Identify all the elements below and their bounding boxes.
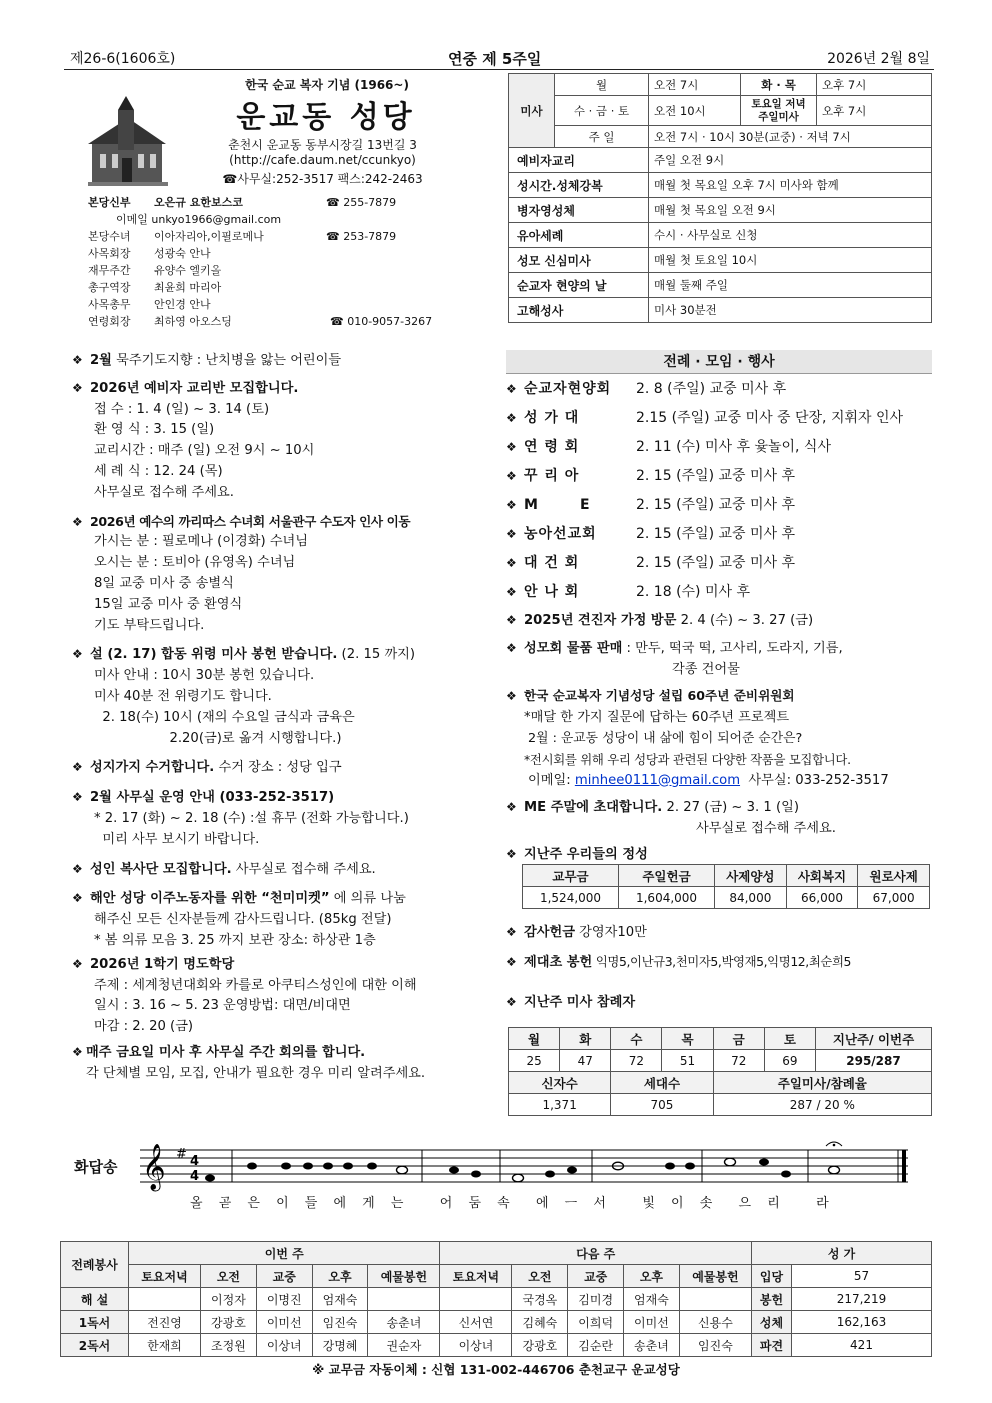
table-cell: 김순란 (568, 1334, 624, 1357)
announcement-title: 성지가지 수거합니다. (90, 760, 215, 776)
announcement-line: 미리 사무 보시기 바랍니다. (94, 831, 260, 847)
announcement-line: 주제 : 세계청년대회와 카를로 아쿠티스성인에 대한 이해 (94, 977, 417, 993)
table-cell: 임진숙 (679, 1334, 751, 1357)
announcement-title: 감사헌금 (524, 925, 575, 940)
table-header: 사회복지 (786, 865, 858, 887)
diamond-bullet-icon: ❖ (72, 514, 83, 529)
table-cell: 강광호 (512, 1334, 568, 1357)
parish-address: 춘천시 운교동 동부시장길 13번길 3 (228, 138, 417, 152)
staff-tel: ☎ 253-7879 (326, 230, 397, 243)
announcement-detail: 익명5,이난규3,천미자5,박영재5,익명12,최순희5 (592, 953, 852, 969)
diamond-bullet-icon: ❖ (506, 440, 517, 454)
choir-number: 57 (792, 1265, 932, 1288)
section-title: 지난주 우리들의 정성 (524, 846, 648, 862)
svg-text:#: # (176, 1147, 187, 1162)
announcement-title: 2월 (90, 353, 112, 368)
staff-row (88, 228, 458, 245)
diamond-bullet-icon: ❖ (72, 891, 83, 906)
table-header: 세대수 (611, 1072, 713, 1094)
psalm-lyrics: 올 곧 은 이 들 에 게 는 어 둠 속 에 ㅡ 서 빛 이 솟 으 리 라 (190, 1196, 835, 1211)
this-week-header: 이번 주 (129, 1242, 440, 1265)
table-cell: 47 (560, 1050, 611, 1072)
announcement-title: 제대초 봉헌 (524, 954, 593, 970)
announcement-title: 성인 복사단 모집합니다. (90, 861, 232, 877)
schedule-value: 매월 첫 토요일 10시 (649, 248, 932, 273)
announcement (72, 757, 492, 779)
announcement-line: 환 영 식 : 3. 15 (일) (94, 422, 215, 438)
announcement-line: 해주신 모든 신자분들께 감사드립니다. (85kg 전달) (94, 912, 392, 928)
schedule-label: 성모 신심미사 (509, 248, 649, 273)
donations (506, 922, 946, 1013)
mass-day: 수 · 금 · 토 (555, 96, 649, 126)
diamond-bullet-icon: ❖ (506, 925, 517, 939)
table-cell: 신용수 (679, 1311, 751, 1334)
staff-row (88, 194, 458, 211)
announcement-line: * 2. 17 (화) ~ 2. 18 (수) :설 휴무 (전화 가능합니다.) (94, 810, 409, 826)
table-cell: 강광호 (201, 1311, 257, 1334)
diamond-bullet-icon: ❖ (506, 994, 517, 1009)
announcement-detail: 2. 27 (금) ~ 3. 1 (일) (662, 800, 800, 816)
staff-row (88, 296, 458, 313)
staff-row (88, 211, 458, 228)
event-group: M E (524, 497, 591, 513)
staff-role: 사목총무 (88, 298, 131, 311)
event-row (506, 523, 946, 552)
announcement-title: ME 주말에 초대합니다. (524, 800, 663, 816)
mass-day: 월 (555, 74, 649, 96)
diamond-bullet-icon: ❖ (72, 1044, 83, 1059)
event-detail: 2. 15 (주일) 교중 미사 후 (636, 468, 796, 484)
table-cell: 66,000 (786, 887, 858, 909)
announcement-line: 미사 안내 : 10시 30분 봉헌 있습니다. (94, 668, 315, 684)
liturgy-roster-table (60, 1241, 932, 1357)
announcement-detail: : 만두, 떡국 떡, 고사리, 도라지, 기름, (622, 640, 843, 656)
table-cell: 72 (713, 1050, 764, 1072)
roster-col: 오전 (201, 1265, 257, 1288)
diamond-bullet-icon: ❖ (72, 956, 83, 971)
announcement-title: 한국 순교복자 기념성당 설립 60주년 준비위원회 (524, 688, 795, 704)
event-detail: 2. 15 (주일) 교중 미사 후 (636, 555, 796, 571)
schedule-label: 병자영성체 (509, 198, 649, 223)
event-row (506, 465, 946, 494)
role-label: 해 설 (61, 1288, 129, 1311)
event-group: 순교자현양회 (524, 381, 612, 397)
parish-phone: ☎사무실:252-3517 팩스:242-2463 (222, 172, 423, 186)
event-row (506, 378, 946, 407)
event-detail: 2. 15 (주일) 교중 미사 후 (636, 526, 796, 542)
mass-time: 오후 7시 (817, 74, 932, 96)
footer-auto-transfer: ※ 교무금 자동이체 : 신협 131-002-446706 춘천교구 운교성당 (312, 1362, 680, 1377)
schedule-label: 순교자 현양의 날 (509, 273, 649, 298)
diamond-bullet-icon: ❖ (72, 760, 83, 775)
email-link[interactable]: minhee0111@gmail.com (574, 772, 741, 788)
staff-tel: ☎ 010-9057-3267 (330, 315, 433, 328)
table-cell: 이상녀 (256, 1334, 312, 1357)
choir-part: 파견 (752, 1334, 792, 1357)
table-cell: 김혜숙 (512, 1311, 568, 1334)
role-label: 2독서 (61, 1334, 129, 1357)
table-cell: 국경옥 (512, 1288, 568, 1311)
table-cell: 이정자 (201, 1288, 257, 1311)
table-cell: 강명혜 (312, 1334, 368, 1357)
psalm-label: 화답송 (74, 1158, 118, 1176)
announcement (506, 686, 936, 708)
table-cell: 287 / 20 % (713, 1094, 931, 1116)
announcement-title: 2026년 예수의 까리따스 수녀회 서울관구 수도자 인사 이동 (90, 513, 411, 529)
announcement-line: 마감 : 2. 20 (금) (94, 1019, 194, 1035)
roster-col: 오후 (624, 1265, 680, 1288)
diamond-bullet-icon: ❖ (72, 647, 83, 662)
table-header: 토 (764, 1028, 815, 1050)
diamond-bullet-icon: ❖ (506, 846, 517, 861)
diamond-bullet-icon: ❖ (72, 353, 83, 367)
staff-row (88, 279, 458, 296)
staff-name: 오은규 요한보스코 (154, 196, 243, 209)
mass-day: 화 · 목 (741, 74, 817, 96)
events-section-title: 전례 · 모임 · 행사 (506, 350, 932, 374)
announcement-line: 15일 교중 미사 중 환영식 (94, 596, 243, 612)
diamond-bullet-icon: ❖ (506, 640, 517, 655)
diamond-bullet-icon: ❖ (506, 411, 517, 425)
event-detail: 2. 11 (수) 미사 후 윷놀이, 식사 (636, 439, 831, 455)
announcement-line: *매달 한 가지 질문에 답하는 60주년 프로젝트 (524, 710, 790, 726)
table-cell: 25 (509, 1050, 560, 1072)
parish-website[interactable]: (http://cafe.daum.net/ccunkyo) (229, 153, 416, 167)
staff-name: 성광숙 안나 (154, 247, 211, 260)
role-label: 1독서 (61, 1311, 129, 1334)
staff-role: 사목회장 (88, 247, 131, 260)
announcement-title: 설 (2. 17) 합동 위령 미사 봉헌 받습니다. (90, 647, 338, 663)
event-detail: 2.15 (주일) 교중 미사 중 단장, 지휘자 인사 (636, 410, 904, 426)
table-cell: 이희덕 (568, 1311, 624, 1334)
mass-label: 미사 (509, 74, 555, 148)
schedule-label: 고해성사 (509, 298, 649, 323)
announcement (72, 787, 492, 850)
mass-time: 오전 10시 (649, 96, 741, 126)
table-header: 교무금 (523, 865, 619, 887)
announcement-line: 2.20(금)로 옮겨 시행합니다.) (94, 730, 342, 746)
liturgical-week: 연중 제 5주일 (448, 50, 542, 68)
announcement (506, 922, 946, 944)
announcement-title: 성모회 물품 판매 (524, 640, 623, 656)
announcement-detail: 강영자10만 (574, 925, 647, 940)
roster-col: 예물봉헌 (679, 1265, 751, 1288)
announcement-detail: 2. 4 (수) ~ 3. 27 (금) (676, 613, 814, 628)
announcement-line: 2. 18(수) 10시 (재의 수요일 금식과 금육은 (94, 709, 355, 725)
schedule-value: 미사 30분전 (649, 298, 932, 323)
svg-text:4: 4 (190, 1154, 200, 1169)
choir-number: 162,163 (792, 1311, 932, 1334)
diamond-bullet-icon: ❖ (506, 469, 517, 483)
announcement-line: *전시회를 위해 우리 성당과 관련된 다양한 작품을 모집합니다. (524, 751, 851, 767)
announcement-title: 2025년 견진자 가정 방문 (524, 613, 677, 628)
table-cell: 엄재숙 (312, 1288, 368, 1311)
event-group: 연 령 회 (524, 439, 580, 455)
announcement-title: 2026년 1학기 명도학당 (90, 956, 235, 972)
mass-time: 오전 7시 (649, 74, 741, 96)
email-label: 이메일: (528, 772, 575, 788)
announcement-line: 일시 : 3. 16 ~ 5. 23 운영방법: 대면/비대면 (94, 998, 351, 1014)
choir-part: 입당 (752, 1265, 792, 1288)
staff-name: 최윤희 마리아 (154, 281, 222, 294)
diamond-bullet-icon: ❖ (506, 689, 517, 704)
roster-col: 오전 (512, 1265, 568, 1288)
table-header: 목 (662, 1028, 713, 1050)
table-cell: 임진숙 (312, 1311, 368, 1334)
table-cell: 72 (611, 1050, 662, 1072)
announcement (72, 1042, 492, 1085)
table-row (61, 1288, 932, 1311)
announcement-title: 해안 성당 이주노동자를 위한 “천미미켓” (90, 891, 330, 907)
diamond-bullet-icon: ❖ (506, 800, 517, 815)
announcement (72, 350, 492, 372)
table-cell: 69 (764, 1050, 815, 1072)
mass-day: 토요일 저녁 주일미사 (741, 96, 817, 126)
schedule-value: 매월 첫 목요일 오후 7시 미사와 함께 (649, 173, 932, 198)
mass-time: 오전 7시 · 10시 30분(교중) · 저녁 7시 (649, 126, 932, 148)
diamond-bullet-icon: ❖ (72, 380, 83, 395)
staff-row (88, 245, 458, 262)
schedule-value: 매월 둘째 주일 (649, 273, 932, 298)
event-group: 농아선교회 (524, 526, 597, 542)
parish-name: 운교동 성당 (236, 100, 416, 135)
announcement-line: 가시는 분 : 필로메나 (이경화) 수녀님 (94, 534, 309, 550)
table-header: 월 (509, 1028, 560, 1050)
staff-name: 최하영 아오스딩 (154, 315, 232, 328)
diamond-bullet-icon: ❖ (506, 527, 517, 541)
table-header: 주일미사/참례율 (713, 1072, 931, 1094)
offering-title (506, 844, 936, 866)
announcement (72, 512, 492, 637)
staff-list (88, 194, 458, 330)
diamond-bullet-icon: ❖ (72, 861, 83, 876)
table-header: 화 (560, 1028, 611, 1050)
schedule-value: 주일 오전 9시 (649, 148, 932, 173)
section-title: 지난주 미사 참례자 (524, 994, 636, 1010)
announcement (72, 888, 492, 951)
issue-number: 제26-6(1606호) (70, 51, 176, 67)
announcement (72, 859, 492, 881)
announcement-line: 오시는 분 : 토비아 (유영옥) 수녀님 (94, 555, 296, 571)
staff-role: 본당수녀 (88, 230, 131, 243)
table-cell: 705 (611, 1094, 713, 1116)
mass-schedule-table (508, 73, 932, 323)
event-detail: 2. 8 (주일) 교중 미사 후 (636, 381, 787, 397)
staff-role: 총구역장 (88, 281, 131, 294)
announcement-line: 8일 교중 미사 중 송별식 (94, 575, 234, 591)
announcements-left (72, 350, 492, 1085)
table-cell: 권순자 (368, 1334, 440, 1357)
table-cell: 송춘녀 (624, 1334, 680, 1357)
announcement-detail: 사무실로 접수해 주세요. (231, 861, 376, 877)
announcement-line: 접 수 : 1. 4 (일) ~ 3. 14 (토) (94, 401, 270, 417)
table-cell: 신서연 (440, 1311, 512, 1334)
mass-time: 오후 7시 (817, 96, 932, 126)
table-cell: 이명진 (256, 1288, 312, 1311)
diamond-bullet-icon: ❖ (506, 382, 517, 396)
announcement (506, 797, 936, 819)
announcement-detail: (2. 15 까지) (337, 647, 416, 663)
event-row (506, 494, 946, 523)
announcement-line: 2월 : 운교동 성당이 내 삶에 힘이 되어준 순간은? (528, 730, 803, 746)
schedule-label: 예비자교리 (509, 148, 649, 173)
diamond-bullet-icon: ❖ (506, 954, 517, 969)
announcement-line: * 봄 의류 모음 3. 25 까지 보관 장소: 하상관 1층 (94, 932, 376, 948)
issue-header (64, 44, 934, 70)
announcement (72, 378, 492, 504)
table-header: 지난주/ 이번주 (816, 1028, 932, 1050)
table-cell: 84,000 (715, 887, 787, 909)
roster-col: 토요저녁 (129, 1265, 201, 1288)
diamond-bullet-icon: ❖ (506, 585, 517, 599)
diamond-bullet-icon: ❖ (506, 556, 517, 570)
roster-col: 예물봉헌 (368, 1265, 440, 1288)
schedule-label: 유아세례 (509, 223, 649, 248)
attendance-table (508, 1027, 932, 1116)
events-list (506, 378, 946, 610)
table-cell: 51 (662, 1050, 713, 1072)
announcement-line: 미사 40분 전 위령기도 합니다. (94, 688, 272, 704)
table-header: 수 (611, 1028, 662, 1050)
table-cell: 1,524,000 (523, 887, 619, 909)
church-illustration-icon (88, 96, 168, 186)
event-detail: 2. 15 (주일) 교중 미사 후 (636, 497, 796, 513)
announcement-detail: 묵주기도지향 : 난치병을 앓는 어린이들 (111, 353, 342, 368)
roster-col: 교중 (568, 1265, 624, 1288)
choir-number: 421 (792, 1334, 932, 1357)
staff-email[interactable]: 이메일 unkyo1966@gmail.com (116, 213, 282, 226)
table-cell: 295/287 (816, 1050, 932, 1072)
svg-text:𝄞: 𝄞 (142, 1144, 166, 1190)
table-cell: 한재희 (129, 1334, 201, 1357)
event-row (506, 552, 946, 581)
announcement-line: 사무실로 접수해 주세요. (94, 484, 234, 500)
attendance-title (506, 992, 946, 1014)
announcement-title: 매주 금요일 미사 후 사무실 주간 회의를 합니다. (86, 1044, 366, 1060)
table-cell: 송춘녀 (368, 1311, 440, 1334)
table-cell: 전진영 (129, 1311, 201, 1334)
table-cell: 1,371 (509, 1094, 611, 1116)
schedule-value: 수시 · 사무실로 신청 (649, 223, 932, 248)
staff-role: 연령회장 (88, 315, 131, 328)
announcement-title: 2월 사무실 운영 안내 (033-252-3517) (90, 790, 335, 806)
staff-role: 재무주간 (88, 264, 131, 277)
announcement (72, 954, 492, 1038)
choir-header: 성 가 (752, 1242, 932, 1265)
table-cell: 1,604,000 (619, 887, 715, 909)
staff-row (88, 313, 458, 330)
diamond-bullet-icon: ❖ (506, 613, 517, 627)
table-header: 사제양성 (715, 865, 787, 887)
announcement-line: 세 례 식 : 12. 24 (목) (94, 463, 223, 479)
diamond-bullet-icon: ❖ (72, 790, 83, 805)
roster-col: 토요저녁 (440, 1265, 512, 1288)
event-group: 대 건 회 (524, 555, 580, 571)
issue-date: 2026년 2월 8일 (827, 51, 930, 67)
diamond-bullet-icon: ❖ (506, 498, 517, 512)
staff-name: 이아자리아,이필로메나 (154, 230, 264, 243)
roster-head-label: 전례봉사 (61, 1242, 129, 1288)
next-week-header: 다음 주 (440, 1242, 752, 1265)
choir-part: 봉헌 (752, 1288, 792, 1311)
table-cell: 김미경 (568, 1288, 624, 1311)
announcements-right (506, 610, 936, 866)
event-row (506, 436, 946, 465)
table-cell: 조정원 (201, 1334, 257, 1357)
choir-number: 217,219 (792, 1288, 932, 1311)
table-cell: 이미선 (624, 1311, 680, 1334)
announcement-detail: 에 의류 나눔 (329, 891, 406, 907)
announcement-line: 기도 부탁드립니다. (94, 617, 205, 633)
schedule-label: 성시간.성체강복 (509, 173, 649, 198)
event-row (506, 407, 946, 436)
announcement-line: 사무실로 접수해 주세요. (696, 821, 836, 837)
roster-col: 오후 (312, 1265, 368, 1288)
announcement-line: 각종 건어물 (672, 661, 740, 677)
roster-col: 교중 (256, 1265, 312, 1288)
announcement (506, 638, 936, 660)
table-cell: 엄재숙 (624, 1288, 680, 1311)
event-group: 안 나 회 (524, 584, 580, 600)
svg-text:4: 4 (190, 1169, 200, 1184)
table-header: 주일헌금 (619, 865, 715, 887)
offering-table (522, 864, 930, 909)
event-row (506, 581, 946, 610)
table-cell: 67,000 (858, 887, 930, 909)
staff-name: 유양수 엘키올 (154, 264, 222, 277)
table-header: 금 (713, 1028, 764, 1050)
event-group: 꾸 리 아 (524, 468, 580, 484)
table-row (61, 1311, 932, 1334)
parish-subtitle: 한국 순교 복자 기념 (1966~) (245, 78, 409, 92)
announcement (506, 610, 936, 632)
office-phone: 사무실: 033-252-3517 (740, 772, 889, 788)
table-cell: 이미선 (256, 1311, 312, 1334)
table-row (61, 1334, 932, 1357)
staff-tel: ☎ 255-7879 (326, 196, 397, 209)
announcement (72, 644, 492, 749)
mass-day: 주 일 (555, 126, 649, 148)
staff-name: 안인경 안나 (154, 298, 211, 311)
psalm-staff-icon (140, 1136, 910, 1194)
table-header: 원로사제 (858, 865, 930, 887)
schedule-value: 매월 첫 목요일 오전 9시 (649, 198, 932, 223)
announcement-detail: 수거 장소 : 성당 입구 (214, 760, 342, 776)
event-group: 성 가 대 (524, 410, 580, 426)
staff-role: 본당신부 (88, 196, 131, 209)
announcement-line: 각 단체별 모임, 모집, 안내가 필요한 경우 미리 알려주세요. (86, 1065, 426, 1081)
announcement-title: 2026년 예비자 교리반 모집합니다. (90, 380, 299, 396)
table-header: 신자수 (509, 1072, 611, 1094)
announcement (506, 952, 946, 974)
event-detail: 2. 18 (수) 미사 후 (636, 584, 750, 600)
announcement-line: 교리시간 : 매주 (일) 오전 9시 ~ 10시 (94, 443, 315, 459)
table-cell: 이상녀 (440, 1334, 512, 1357)
choir-part: 성체 (752, 1311, 792, 1334)
staff-row (88, 262, 458, 279)
